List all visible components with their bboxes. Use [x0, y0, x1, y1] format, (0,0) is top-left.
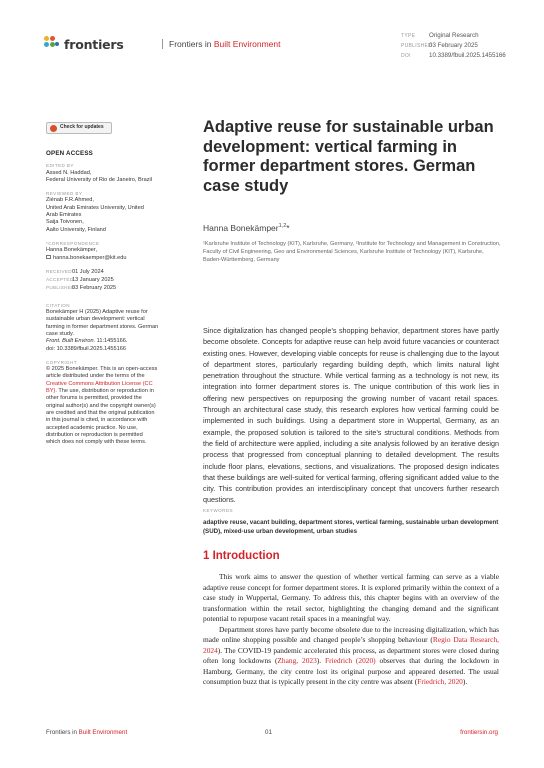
check-updates-button[interactable]: Check for updates — [46, 122, 112, 134]
citation: Bonekämper H (2025) Adaptive reuse for sustainable urban development: vertical farming in former department stores. German case study. Front. Built Environ. 11:1455166. doi: 10.3389/fbuil.2025.1455166 — [46, 309, 178, 353]
license-link[interactable]: Creative Commons Attribution License (CC — [46, 380, 153, 387]
reviewed-by-label: REVIEWED BY — [46, 191, 83, 197]
article-type: Original Research — [429, 32, 479, 39]
author-line: Hanna Bonekämper$^{1,2}$* — [203, 223, 290, 233]
page-header — [44, 34, 514, 58]
author-name[interactable]: Hanna Bonekämper — [203, 223, 279, 233]
footer-site-link[interactable]: frontiersin.org — [460, 729, 498, 736]
license-link-end[interactable]: BY). — [46, 388, 57, 395]
dates: RECEIVED01 July 2024 ACCEPTED13 January 2025 PUBLISHED03 February 2025 — [46, 268, 117, 292]
keywords-label: KEYWORDS — [203, 508, 233, 513]
check-updates-icon — [50, 125, 57, 132]
citation-doi[interactable]: doi: 10.3389/fbuil.2025.1455166 — [46, 345, 126, 352]
paragraph: This work aims to answer the question of whether vertical farming can serve as a viable adaptive reuse concept for former department stores. It is explored primarily within the context of a case study in Wuppertal, Germany. To address this, this chapter begins with an overview of the transformation within the retail sector, highlighting the changing demand and the significant potential to repurpose vacant retail spaces in a meaningful way. — [203, 572, 499, 623]
citation-label: CITATION — [46, 302, 70, 308]
correspondence-label: *CORRESPONDENCE — [46, 240, 100, 246]
open-access-label: OPEN ACCESS — [46, 150, 94, 157]
brand-name: frontiers — [64, 36, 124, 52]
editor: Assed N. Haddad, Federal University of Rio de Janeiro, Brazil — [46, 169, 153, 183]
email-icon — [46, 255, 51, 259]
page-number: 01 — [265, 729, 272, 736]
section-title: 1 Introduction — [203, 550, 280, 562]
abstract: Since digitalization has changed people’s shopping behavior, department stores have partly become obsolete. Concepts for adaptive reuse can help avoid future vacancies or counteract existing ones. However, developing viable concepts for reuse is challenging due to the layout of department stores, particularly regarding building depth, which limits natural light penetration throughout the structure. While vertical farming as a technology is not new, its integration into former department stores is. The unique contribution of this work lies in offering new perspectives on repurposing the growing number of vacant retail spaces. Through an architectural case study, this research explores how vertical farming could be implemented in such buildings. Using a department store in Wuppertal, Germany, as an example, the proposed solution is tailored to the site’s structural conditions. Methods from the field of architecture were applied, including a site analysis followed by an iterative design process that progressed from conceptual planning to detailed development. The results include floor plans, elevations, sections, and visualizations. The proposed design indicates that these buildings are well-suited for vertical farming, offering significant added value to the city. This contribution provides an interdisciplinary concept that uncovers further research questions. — [203, 326, 499, 505]
footer-journal: Frontiers in Built Environment — [46, 729, 128, 736]
correspondence-email[interactable]: hanna.bonekaemper@kit.edu — [53, 254, 127, 261]
reference-link[interactable]: Zhang, 2023 — [277, 656, 317, 665]
body-text — [203, 572, 499, 688]
affiliations: ¹Karlsruhe Institute of Technology (KIT), Karlsruhe, Germany, ²Institute for Technology and Management in Construction, Faculty of Civil Engineering, Geo and Environmental Sciences, Karlsruhe Institute of Technology (KIT), Karlsruhe, Baden-Württemberg, Germany — [203, 241, 501, 263]
article-title: Adaptive reuse for sustainable urban development: vertical farming in former department stores. German case study — [203, 118, 494, 195]
keywords: adaptive reuse, vacant building, department stores, vertical farming, sustainable urban development (SUD), mixed-use urban development, urban studies — [203, 519, 499, 535]
article-sidebar — [46, 122, 178, 446]
article-meta: TYPE Original Research PUBLISHED03 February 2025 DOI 10.3389/fbuil.2025.1455166 — [401, 32, 506, 59]
copyright-text: © 2025 Bonekämper. This is an open-access article distributed under the terms of the Creative Commons Attribution License (CC BY). The use, distribution or reproduction in other forums is permitted, provided the original author(s) and the copyright owner(s) are credited and that the original publication in this journal is cited, in accordance with accepted academic practice. No use, distribution or reproduction is permitted which does not comply with these terms. — [46, 366, 178, 446]
doi[interactable]: 10.3389/fbuil.2025.1455166 — [429, 52, 506, 59]
correspondence: Hanna Bonekämper, hanna.bonekaemper@kit.edu — [46, 247, 127, 261]
edited-by-label: EDITED BY — [46, 163, 74, 169]
copyright-label: COPYRIGHT — [46, 359, 77, 365]
reference-link[interactable]: Friedrich (2020) — [324, 656, 376, 665]
frontiers-logo[interactable] — [44, 36, 124, 52]
published-date: 03 February 2025 — [429, 42, 478, 49]
reference-link[interactable]: Friedrich, 2020 — [417, 677, 463, 686]
paragraph: Department stores have partly become obsolete due to the increasing digitalization, which has made online shopping possible and changed people’s shopping behaviour (Regio Data Research, 2024). The COVID-19 pandemic accelerated this process, as department stores were closed during often long lockdowns (Zhang, 2023). Friedrich (2020) observes that during the lockdown in Hamburg, Germany, the city centre lost its original purpose and appeared deserted. The usual consumption buzz that is typically present in the city centre was absent (Friedrich, 2020). — [203, 624, 499, 686]
frontiers-logo-icon — [44, 36, 60, 52]
reviewers: Ziénab F.R.Ahmed, United Arab Emirates University, United Arab Emirates Saija Toivonen, Aalto University, Finland — [46, 197, 144, 233]
journal-name[interactable]: Frontiers in Built Environment — [162, 39, 281, 49]
reference-link[interactable]: Regio Data Research, 2024 — [203, 635, 499, 655]
